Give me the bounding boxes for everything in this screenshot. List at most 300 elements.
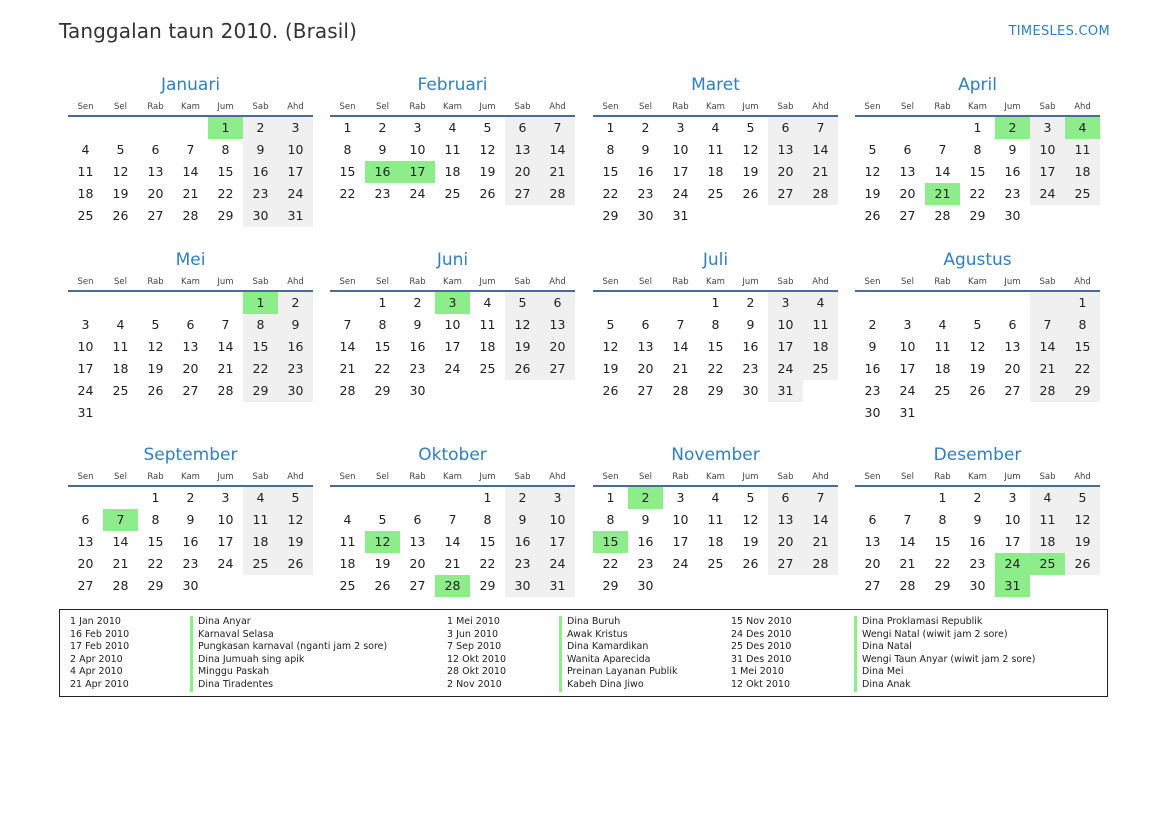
day-cell[interactable]: 18 — [339, 556, 356, 571]
day-cell[interactable]: 17 — [768, 336, 803, 358]
day-cell[interactable]: 15 — [479, 534, 496, 549]
day-cell[interactable]: 7 — [540, 117, 575, 139]
day-cell[interactable]: 9 — [746, 317, 755, 332]
day-cell[interactable]: 4 — [938, 317, 947, 332]
day-cell[interactable]: 27 — [505, 183, 540, 205]
day-cell[interactable]: 23 — [637, 556, 654, 571]
day-cell[interactable]: 30 — [864, 405, 881, 420]
day-cell[interactable]: 7 — [803, 487, 838, 509]
day-cell[interactable]: 25 — [707, 556, 724, 571]
day-cell[interactable]: 21 — [1030, 358, 1065, 380]
day-cell[interactable]: 15 — [1065, 336, 1100, 358]
day-cell[interactable]: 7 — [186, 142, 195, 157]
day-cell[interactable]: 10 — [899, 339, 916, 354]
day-cell[interactable]: 7 — [938, 142, 947, 157]
day-cell[interactable]: 10 — [278, 139, 313, 161]
day-cell[interactable]: 18 — [479, 339, 496, 354]
day-cell[interactable]: 13 — [540, 314, 575, 336]
day-cell[interactable]: 12 — [969, 339, 986, 354]
holiday-day-cell[interactable]: 3 — [435, 292, 470, 314]
day-cell[interactable]: 28 — [934, 208, 951, 223]
day-cell[interactable]: 17 — [672, 164, 689, 179]
day-cell[interactable]: 29 — [707, 383, 724, 398]
day-cell[interactable]: 7 — [343, 317, 352, 332]
day-cell[interactable]: 27 — [182, 383, 199, 398]
day-cell[interactable]: 3 — [540, 487, 575, 509]
day-cell[interactable]: 21 — [112, 556, 129, 571]
day-cell[interactable]: 19 — [112, 186, 129, 201]
day-cell[interactable]: 17 — [672, 534, 689, 549]
day-cell[interactable]: 9 — [505, 509, 540, 531]
day-cell[interactable]: 25 — [803, 358, 838, 380]
day-cell[interactable]: 11 — [803, 314, 838, 336]
day-cell[interactable]: 25 — [1065, 183, 1100, 205]
day-cell[interactable]: 13 — [768, 139, 803, 161]
day-cell[interactable]: 23 — [637, 186, 654, 201]
day-cell[interactable]: 1 — [711, 295, 720, 310]
day-cell[interactable]: 28 — [112, 578, 129, 593]
day-cell[interactable]: 3 — [221, 490, 230, 505]
day-cell[interactable]: 24 — [672, 186, 689, 201]
day-cell[interactable]: 18 — [934, 361, 951, 376]
day-cell[interactable]: 24 — [672, 556, 689, 571]
day-cell[interactable]: 30 — [742, 383, 759, 398]
day-cell[interactable]: 8 — [1065, 314, 1100, 336]
day-cell[interactable]: 9 — [641, 142, 650, 157]
day-cell[interactable]: 28 — [182, 208, 199, 223]
day-cell[interactable]: 24 — [278, 183, 313, 205]
day-cell[interactable]: 29 — [243, 380, 278, 402]
day-cell[interactable]: 17 — [444, 339, 461, 354]
day-cell[interactable]: 25 — [934, 383, 951, 398]
day-cell[interactable]: 26 — [969, 383, 986, 398]
day-cell[interactable]: 26 — [742, 186, 759, 201]
day-cell[interactable]: 13 — [147, 164, 164, 179]
day-cell[interactable]: 1 — [606, 120, 615, 135]
day-cell[interactable]: 19 — [742, 164, 759, 179]
day-cell[interactable]: 13 — [409, 534, 426, 549]
day-cell[interactable]: 9 — [1008, 142, 1017, 157]
day-cell[interactable]: 18 — [707, 164, 724, 179]
day-cell[interactable]: 21 — [672, 361, 689, 376]
day-cell[interactable]: 14 — [540, 139, 575, 161]
day-cell[interactable]: 17 — [278, 161, 313, 183]
day-cell[interactable]: 29 — [602, 208, 619, 223]
day-cell[interactable]: 21 — [803, 531, 838, 553]
day-cell[interactable]: 19 — [147, 361, 164, 376]
day-cell[interactable]: 14 — [803, 509, 838, 531]
day-cell[interactable]: 29 — [147, 578, 164, 593]
day-cell[interactable]: 11 — [707, 142, 724, 157]
day-cell[interactable]: 11 — [444, 142, 461, 157]
day-cell[interactable]: 4 — [116, 317, 125, 332]
day-cell[interactable]: 14 — [1030, 336, 1065, 358]
day-cell[interactable]: 14 — [803, 139, 838, 161]
day-cell[interactable]: 3 — [1030, 117, 1065, 139]
day-cell[interactable]: 5 — [606, 317, 615, 332]
day-cell[interactable]: 10 — [217, 512, 234, 527]
day-cell[interactable]: 2 — [641, 120, 650, 135]
day-cell[interactable]: 2 — [186, 490, 195, 505]
day-cell[interactable]: 22 — [147, 556, 164, 571]
day-cell[interactable]: 28 — [339, 383, 356, 398]
day-cell[interactable]: 28 — [803, 183, 838, 205]
day-cell[interactable]: 2 — [278, 292, 313, 314]
day-cell[interactable]: 10 — [1030, 139, 1065, 161]
day-cell[interactable]: 22 — [479, 556, 496, 571]
day-cell[interactable]: 25 — [77, 208, 94, 223]
day-cell[interactable]: 24 — [1030, 183, 1065, 205]
day-cell[interactable]: 12 — [278, 509, 313, 531]
day-cell[interactable]: 8 — [243, 314, 278, 336]
holiday-day-cell[interactable]: 21 — [925, 183, 960, 205]
day-cell[interactable]: 5 — [868, 142, 877, 157]
day-cell[interactable]: 23 — [505, 553, 540, 575]
day-cell[interactable]: 12 — [742, 142, 759, 157]
day-cell[interactable]: 4 — [243, 487, 278, 509]
day-cell[interactable]: 11 — [243, 509, 278, 531]
day-cell[interactable]: 6 — [768, 487, 803, 509]
day-cell[interactable]: 10 — [672, 512, 689, 527]
day-cell[interactable]: 16 — [637, 164, 654, 179]
holiday-day-cell[interactable]: 15 — [593, 531, 628, 553]
day-cell[interactable]: 17 — [899, 361, 916, 376]
day-cell[interactable]: 8 — [378, 317, 387, 332]
day-cell[interactable]: 29 — [374, 383, 391, 398]
day-cell[interactable]: 11 — [339, 534, 356, 549]
day-cell[interactable]: 21 — [444, 556, 461, 571]
day-cell[interactable]: 6 — [151, 142, 160, 157]
day-cell[interactable]: 25 — [112, 383, 129, 398]
day-cell[interactable]: 16 — [969, 534, 986, 549]
day-cell[interactable]: 28 — [672, 383, 689, 398]
day-cell[interactable]: 24 — [444, 361, 461, 376]
day-cell[interactable]: 8 — [343, 142, 352, 157]
day-cell[interactable]: 12 — [147, 339, 164, 354]
day-cell[interactable]: 9 — [868, 339, 877, 354]
day-cell[interactable]: 22 — [1065, 358, 1100, 380]
day-cell[interactable]: 8 — [606, 512, 615, 527]
day-cell[interactable]: 13 — [864, 534, 881, 549]
day-cell[interactable]: 1 — [973, 120, 982, 135]
day-cell[interactable]: 6 — [413, 512, 422, 527]
day-cell[interactable]: 24 — [217, 556, 234, 571]
day-cell[interactable]: 10 — [672, 142, 689, 157]
day-cell[interactable]: 19 — [374, 556, 391, 571]
day-cell[interactable]: 30 — [637, 578, 654, 593]
day-cell[interactable]: 27 — [77, 578, 94, 593]
day-cell[interactable]: 1 — [343, 120, 352, 135]
day-cell[interactable]: 20 — [768, 161, 803, 183]
day-cell[interactable]: 16 — [505, 531, 540, 553]
day-cell[interactable]: 16 — [278, 336, 313, 358]
day-cell[interactable]: 25 — [243, 553, 278, 575]
holiday-day-cell[interactable]: 2 — [995, 117, 1030, 139]
day-cell[interactable]: 24 — [77, 383, 94, 398]
day-cell[interactable]: 28 — [899, 578, 916, 593]
day-cell[interactable]: 8 — [606, 142, 615, 157]
day-cell[interactable]: 21 — [803, 161, 838, 183]
day-cell[interactable]: 11 — [934, 339, 951, 354]
day-cell[interactable]: 7 — [903, 512, 912, 527]
day-cell[interactable]: 13 — [768, 509, 803, 531]
holiday-day-cell[interactable]: 1 — [208, 117, 243, 139]
day-cell[interactable]: 19 — [1065, 531, 1100, 553]
day-cell[interactable]: 8 — [938, 512, 947, 527]
day-cell[interactable]: 27 — [147, 208, 164, 223]
day-cell[interactable]: 20 — [540, 336, 575, 358]
day-cell[interactable]: 31 — [899, 405, 916, 420]
holiday-day-cell[interactable]: 12 — [365, 531, 400, 553]
day-cell[interactable]: 26 — [479, 186, 496, 201]
day-cell[interactable]: 29 — [217, 208, 234, 223]
day-cell[interactable]: 1 — [938, 490, 947, 505]
day-cell[interactable]: 4 — [1030, 487, 1065, 509]
day-cell[interactable]: 12 — [864, 164, 881, 179]
day-cell[interactable]: 5 — [505, 292, 540, 314]
site-link[interactable]: TIMESLES.COM — [1008, 24, 1110, 39]
day-cell[interactable]: 31 — [672, 208, 689, 223]
day-cell[interactable]: 31 — [77, 405, 94, 420]
day-cell[interactable]: 6 — [768, 117, 803, 139]
day-cell[interactable]: 16 — [182, 534, 199, 549]
day-cell[interactable]: 31 — [768, 380, 803, 402]
day-cell[interactable]: 20 — [182, 361, 199, 376]
day-cell[interactable]: 3 — [278, 117, 313, 139]
day-cell[interactable]: 11 — [1065, 139, 1100, 161]
day-cell[interactable]: 7 — [676, 317, 685, 332]
day-cell[interactable]: 21 — [339, 361, 356, 376]
day-cell[interactable]: 3 — [1008, 490, 1017, 505]
day-cell[interactable]: 8 — [221, 142, 230, 157]
day-cell[interactable]: 3 — [413, 120, 422, 135]
day-cell[interactable]: 8 — [151, 512, 160, 527]
day-cell[interactable]: 23 — [742, 361, 759, 376]
day-cell[interactable]: 19 — [742, 534, 759, 549]
day-cell[interactable]: 14 — [182, 164, 199, 179]
day-cell[interactable]: 14 — [339, 339, 356, 354]
day-cell[interactable]: 9 — [278, 314, 313, 336]
day-cell[interactable]: 9 — [378, 142, 387, 157]
day-cell[interactable]: 15 — [934, 534, 951, 549]
day-cell[interactable]: 30 — [409, 383, 426, 398]
day-cell[interactable]: 20 — [147, 186, 164, 201]
day-cell[interactable]: 17 — [540, 531, 575, 553]
holiday-day-cell[interactable]: 7 — [103, 509, 138, 531]
day-cell[interactable]: 3 — [676, 120, 685, 135]
day-cell[interactable]: 30 — [278, 380, 313, 402]
day-cell[interactable]: 13 — [899, 164, 916, 179]
day-cell[interactable]: 12 — [479, 142, 496, 157]
day-cell[interactable]: 13 — [637, 339, 654, 354]
day-cell[interactable]: 24 — [899, 383, 916, 398]
day-cell[interactable]: 18 — [1065, 161, 1100, 183]
day-cell[interactable]: 30 — [1004, 208, 1021, 223]
day-cell[interactable]: 28 — [217, 383, 234, 398]
day-cell[interactable]: 21 — [182, 186, 199, 201]
day-cell[interactable]: 18 — [77, 186, 94, 201]
day-cell[interactable]: 2 — [973, 490, 982, 505]
day-cell[interactable]: 11 — [707, 512, 724, 527]
day-cell[interactable]: 7 — [1030, 314, 1065, 336]
day-cell[interactable]: 24 — [409, 186, 426, 201]
day-cell[interactable]: 7 — [221, 317, 230, 332]
day-cell[interactable]: 15 — [339, 164, 356, 179]
day-cell[interactable]: 16 — [742, 339, 759, 354]
day-cell[interactable]: 5 — [746, 120, 755, 135]
day-cell[interactable]: 8 — [483, 512, 492, 527]
day-cell[interactable]: 26 — [112, 208, 129, 223]
day-cell[interactable]: 30 — [969, 578, 986, 593]
day-cell[interactable]: 29 — [934, 578, 951, 593]
day-cell[interactable]: 20 — [77, 556, 94, 571]
day-cell[interactable]: 21 — [217, 361, 234, 376]
day-cell[interactable]: 6 — [540, 292, 575, 314]
day-cell[interactable]: 5 — [378, 512, 387, 527]
day-cell[interactable]: 15 — [602, 164, 619, 179]
day-cell[interactable]: 30 — [243, 205, 278, 227]
day-cell[interactable]: 27 — [540, 358, 575, 380]
day-cell[interactable]: 17 — [1030, 161, 1065, 183]
day-cell[interactable]: 14 — [672, 339, 689, 354]
day-cell[interactable]: 30 — [182, 578, 199, 593]
day-cell[interactable]: 28 — [1030, 380, 1065, 402]
day-cell[interactable]: 17 — [217, 534, 234, 549]
day-cell[interactable]: 26 — [1065, 553, 1100, 575]
day-cell[interactable]: 31 — [278, 205, 313, 227]
day-cell[interactable]: 1 — [151, 490, 160, 505]
day-cell[interactable]: 10 — [409, 142, 426, 157]
day-cell[interactable]: 2 — [243, 117, 278, 139]
day-cell[interactable]: 13 — [1004, 339, 1021, 354]
day-cell[interactable]: 4 — [711, 490, 720, 505]
day-cell[interactable]: 5 — [278, 487, 313, 509]
day-cell[interactable]: 3 — [676, 490, 685, 505]
day-cell[interactable]: 14 — [444, 534, 461, 549]
day-cell[interactable]: 9 — [413, 317, 422, 332]
day-cell[interactable]: 20 — [409, 556, 426, 571]
day-cell[interactable]: 4 — [343, 512, 352, 527]
day-cell[interactable]: 3 — [768, 292, 803, 314]
holiday-day-cell[interactable]: 1 — [243, 292, 278, 314]
day-cell[interactable]: 8 — [973, 142, 982, 157]
holiday-day-cell[interactable]: 25 — [1030, 553, 1065, 575]
day-cell[interactable]: 2 — [413, 295, 422, 310]
day-cell[interactable]: 22 — [934, 556, 951, 571]
day-cell[interactable]: 23 — [278, 358, 313, 380]
day-cell[interactable]: 18 — [707, 534, 724, 549]
day-cell[interactable]: 5 — [483, 120, 492, 135]
day-cell[interactable]: 26 — [147, 383, 164, 398]
day-cell[interactable]: 17 — [77, 361, 94, 376]
day-cell[interactable]: 29 — [479, 578, 496, 593]
day-cell[interactable]: 22 — [969, 186, 986, 201]
day-cell[interactable]: 22 — [243, 358, 278, 380]
day-cell[interactable]: 20 — [864, 556, 881, 571]
day-cell[interactable]: 8 — [711, 317, 720, 332]
day-cell[interactable]: 3 — [81, 317, 90, 332]
day-cell[interactable]: 19 — [864, 186, 881, 201]
day-cell[interactable]: 15 — [969, 164, 986, 179]
day-cell[interactable]: 13 — [77, 534, 94, 549]
day-cell[interactable]: 10 — [768, 314, 803, 336]
day-cell[interactable]: 6 — [186, 317, 195, 332]
day-cell[interactable]: 31 — [540, 575, 575, 597]
day-cell[interactable]: 27 — [864, 578, 881, 593]
day-cell[interactable]: 11 — [77, 164, 94, 179]
holiday-day-cell[interactable]: 2 — [628, 487, 663, 509]
day-cell[interactable]: 1 — [606, 490, 615, 505]
day-cell[interactable]: 23 — [969, 556, 986, 571]
day-cell[interactable]: 22 — [602, 186, 619, 201]
day-cell[interactable]: 10 — [1004, 512, 1021, 527]
day-cell[interactable]: 26 — [602, 383, 619, 398]
day-cell[interactable]: 9 — [186, 512, 195, 527]
day-cell[interactable]: 24 — [540, 553, 575, 575]
day-cell[interactable]: 18 — [444, 164, 461, 179]
day-cell[interactable]: 20 — [1004, 361, 1021, 376]
day-cell[interactable]: 4 — [448, 120, 457, 135]
day-cell[interactable]: 13 — [505, 139, 540, 161]
day-cell[interactable]: 27 — [899, 208, 916, 223]
day-cell[interactable]: 6 — [903, 142, 912, 157]
day-cell[interactable]: 14 — [217, 339, 234, 354]
holiday-day-cell[interactable]: 31 — [995, 575, 1030, 597]
day-cell[interactable]: 21 — [899, 556, 916, 571]
holiday-day-cell[interactable]: 28 — [435, 575, 470, 597]
day-cell[interactable]: 23 — [374, 186, 391, 201]
day-cell[interactable]: 19 — [969, 361, 986, 376]
day-cell[interactable]: 4 — [711, 120, 720, 135]
day-cell[interactable]: 22 — [374, 361, 391, 376]
day-cell[interactable]: 15 — [243, 336, 278, 358]
day-cell[interactable]: 18 — [112, 361, 129, 376]
day-cell[interactable]: 4 — [81, 142, 90, 157]
day-cell[interactable]: 5 — [973, 317, 982, 332]
day-cell[interactable]: 29 — [602, 578, 619, 593]
day-cell[interactable]: 16 — [1004, 164, 1021, 179]
day-cell[interactable]: 16 — [409, 339, 426, 354]
day-cell[interactable]: 17 — [1004, 534, 1021, 549]
day-cell[interactable]: 12 — [742, 512, 759, 527]
day-cell[interactable]: 2 — [868, 317, 877, 332]
day-cell[interactable]: 10 — [540, 509, 575, 531]
day-cell[interactable]: 12 — [112, 164, 129, 179]
day-cell[interactable]: 6 — [1008, 317, 1017, 332]
day-cell[interactable]: 26 — [505, 358, 540, 380]
day-cell[interactable]: 22 — [217, 186, 234, 201]
day-cell[interactable]: 12 — [1065, 509, 1100, 531]
day-cell[interactable]: 2 — [378, 120, 387, 135]
day-cell[interactable]: 6 — [641, 317, 650, 332]
day-cell[interactable]: 19 — [602, 361, 619, 376]
day-cell[interactable]: 19 — [278, 531, 313, 553]
day-cell[interactable]: 22 — [707, 361, 724, 376]
day-cell[interactable]: 7 — [448, 512, 457, 527]
day-cell[interactable]: 18 — [803, 336, 838, 358]
day-cell[interactable]: 26 — [374, 578, 391, 593]
day-cell[interactable]: 1 — [483, 490, 492, 505]
day-cell[interactable]: 2 — [505, 487, 540, 509]
holiday-day-cell[interactable]: 17 — [400, 161, 435, 183]
day-cell[interactable]: 20 — [505, 161, 540, 183]
day-cell[interactable]: 29 — [1065, 380, 1100, 402]
day-cell[interactable]: 6 — [81, 512, 90, 527]
day-cell[interactable]: 1 — [1065, 292, 1100, 314]
day-cell[interactable]: 23 — [864, 383, 881, 398]
day-cell[interactable]: 12 — [505, 314, 540, 336]
day-cell[interactable]: 11 — [1030, 509, 1065, 531]
